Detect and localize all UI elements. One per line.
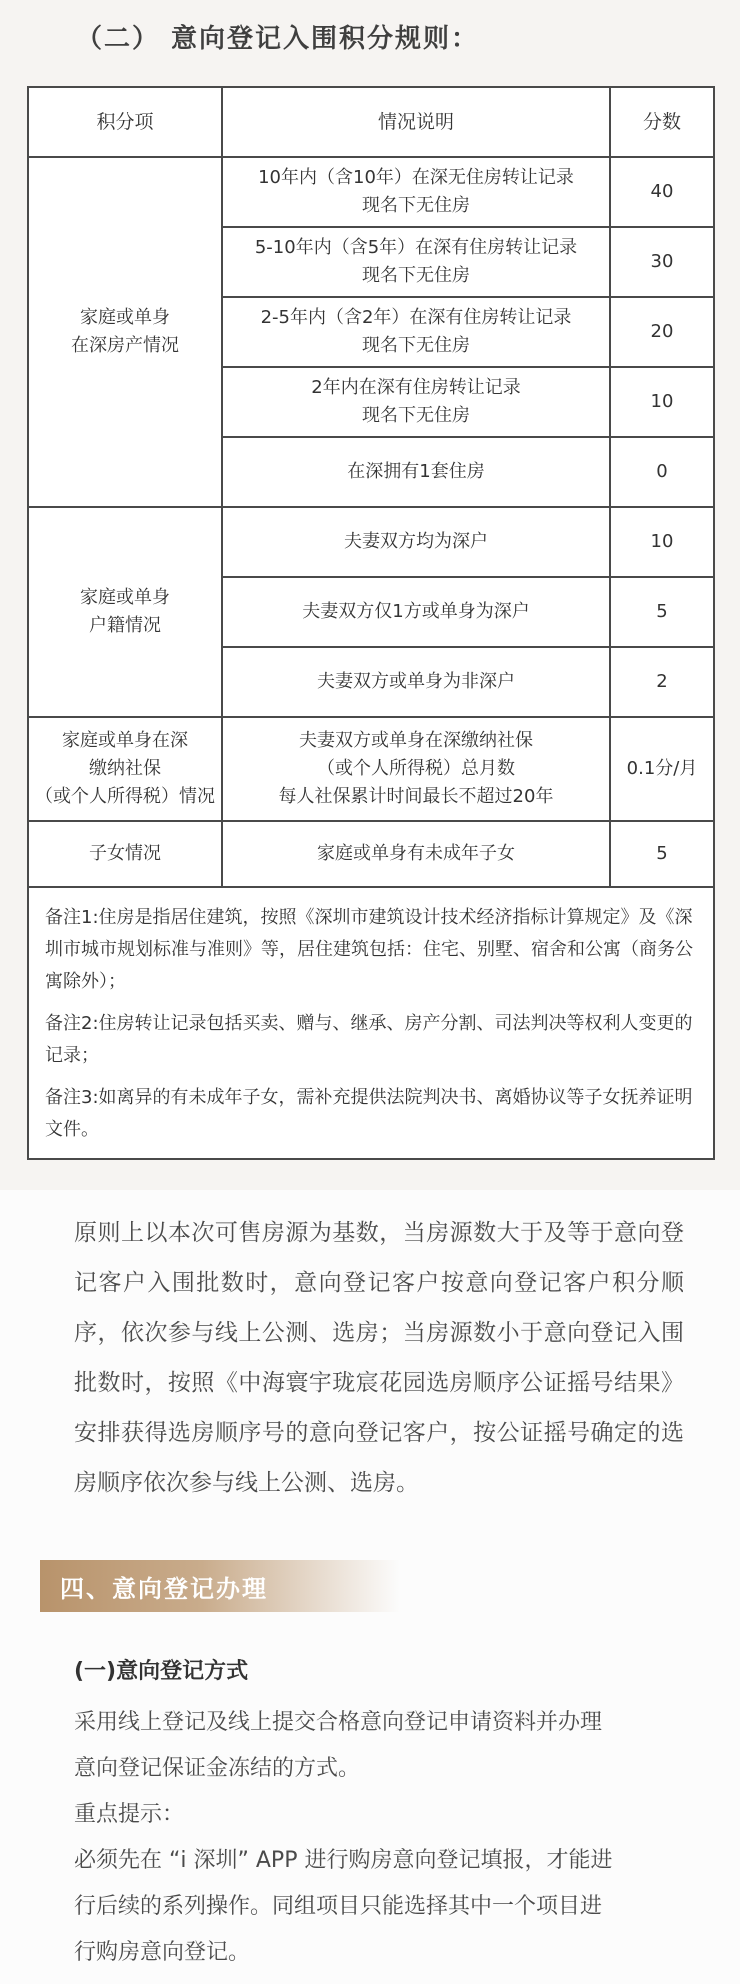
score-cell: 20 xyxy=(610,297,714,367)
desc-line: 现名下无住房 xyxy=(362,195,470,216)
table-row xyxy=(28,157,714,227)
desc-cell xyxy=(222,227,610,297)
body-line: 意向登记保证金冻结的方式。 xyxy=(74,1756,361,1781)
desc-line: 2年内在深有住房转让记录 xyxy=(311,377,521,398)
desc-line: 现名下无住房 xyxy=(362,405,470,426)
section-title: （二） 意向登记入围积分规则： xyxy=(76,24,480,54)
table-header-row xyxy=(28,87,714,157)
section4-banner xyxy=(40,1560,400,1612)
desc-cell: 夫妻双方或单身为非深户 xyxy=(222,647,610,717)
note-1: 备注1:住房是指居住建筑，按照《深圳市建筑设计技术经济指标计算规定》及《深圳市城市规划标准与准则》等，居住建筑包括：住宅、别墅、宿舍和公寓（商务公寓除外）； xyxy=(45,907,693,992)
notes-cell xyxy=(28,887,714,1159)
social-item-line: （或个人所得税）情况 xyxy=(35,786,215,807)
table-row xyxy=(28,507,714,577)
registration-method-heading: (一)意向登记方式 xyxy=(74,1659,249,1684)
housing-item-line: 在深房产情况 xyxy=(71,335,179,356)
desc-cell: 家庭或单身有未成年子女 xyxy=(222,821,610,887)
table-row xyxy=(28,717,714,821)
desc-cell xyxy=(222,437,610,507)
registration-method-body xyxy=(74,1700,684,1976)
score-cell: 10 xyxy=(610,367,714,437)
selection-principle-paragraph: 原则上以本次可售房源为基数，当房源数大于及等于意向登记客户入围批数时，意向登记客户按意向登记客户积分顺序，依次参与线上公测、选房；当房源数小于意向登记入围批数时，按照《中海寰宇珑宸花园选房顺序公证摇号结果》安排获得选房顺序号的意向登记客户，按公证摇号确定的选房顺序依次参与线上公测、选房。 xyxy=(74,1220,684,1496)
score-cell: 0 xyxy=(610,437,714,507)
body-line: 必须先在 “i 深圳” APP 进行购房意向登记填报，才能进 xyxy=(74,1848,613,1873)
section4-title: 四、意向登记办理 xyxy=(60,1575,268,1603)
desc-cell xyxy=(222,157,610,227)
desc-line: 夫妻双方或单身在深缴纳社保 xyxy=(299,730,533,751)
note-2: 备注2:住房转让记录包括买卖、赠与、继承、房产分割、司法判决等权利人变更的记录； xyxy=(45,1013,693,1066)
social-item-line: 家庭或单身在深 xyxy=(62,730,188,751)
desc-cell xyxy=(222,367,610,437)
points-rules-table xyxy=(27,86,715,1160)
note-3: 备注3:如离异的有未成年子女，需补充提供法院判决书、离婚协议等子女抚养证明文件。 xyxy=(45,1087,693,1140)
notes-row xyxy=(28,887,714,1159)
desc-line: 5-10年内（含5年）在深有住房转让记录 xyxy=(254,237,578,258)
header-item: 积分项 xyxy=(28,87,222,157)
desc-line: 现名下无住房 xyxy=(362,265,470,286)
social-item-cell xyxy=(28,717,222,821)
score-cell: 5 xyxy=(610,577,714,647)
score-cell: 0.1分/月 xyxy=(610,717,714,821)
score-cell: 30 xyxy=(610,227,714,297)
desc-line: （或个人所得税）总月数 xyxy=(317,758,515,779)
desc-cell xyxy=(222,717,610,821)
score-cell: 5 xyxy=(610,821,714,887)
desc-cell: 夫妻双方均为深户 xyxy=(222,507,610,577)
score-cell: 40 xyxy=(610,157,714,227)
desc-cell xyxy=(222,297,610,367)
body-line: 行后续的系列操作。同组项目只能选择其中一个项目进 xyxy=(74,1894,603,1919)
desc-line: 每人社保累计时间最长不超过20年 xyxy=(278,786,554,807)
desc-line: 10年内（含10年）在深无住房转让记录 xyxy=(258,167,574,188)
hukou-item-line: 户籍情况 xyxy=(89,615,161,636)
table-row xyxy=(28,821,714,887)
header-desc: 情况说明 xyxy=(222,87,610,157)
body-line: 行购房意向登记。 xyxy=(74,1940,251,1965)
desc-line: 现名下无住房 xyxy=(362,335,470,356)
desc-line: 2-5年内（含2年）在深有住房转让记录 xyxy=(260,307,572,328)
hukou-item-cell xyxy=(28,507,222,717)
hukou-item-line: 家庭或单身 xyxy=(80,587,170,608)
score-cell: 2 xyxy=(610,647,714,717)
hint-label: 重点提示： xyxy=(74,1802,185,1827)
desc-cell: 夫妻双方仅1方或单身为深户 xyxy=(222,577,610,647)
desc-line: 在深拥有1套住房 xyxy=(347,461,485,482)
social-item-line: 缴纳社保 xyxy=(89,758,161,779)
body-line: 采用线上登记及线上提交合格意向登记申请资料并办理 xyxy=(74,1710,603,1735)
header-score: 分数 xyxy=(610,87,714,157)
housing-item-line: 家庭或单身 xyxy=(80,307,170,328)
score-cell: 10 xyxy=(610,507,714,577)
housing-item-cell xyxy=(28,157,222,507)
children-item-cell: 子女情况 xyxy=(28,821,222,887)
